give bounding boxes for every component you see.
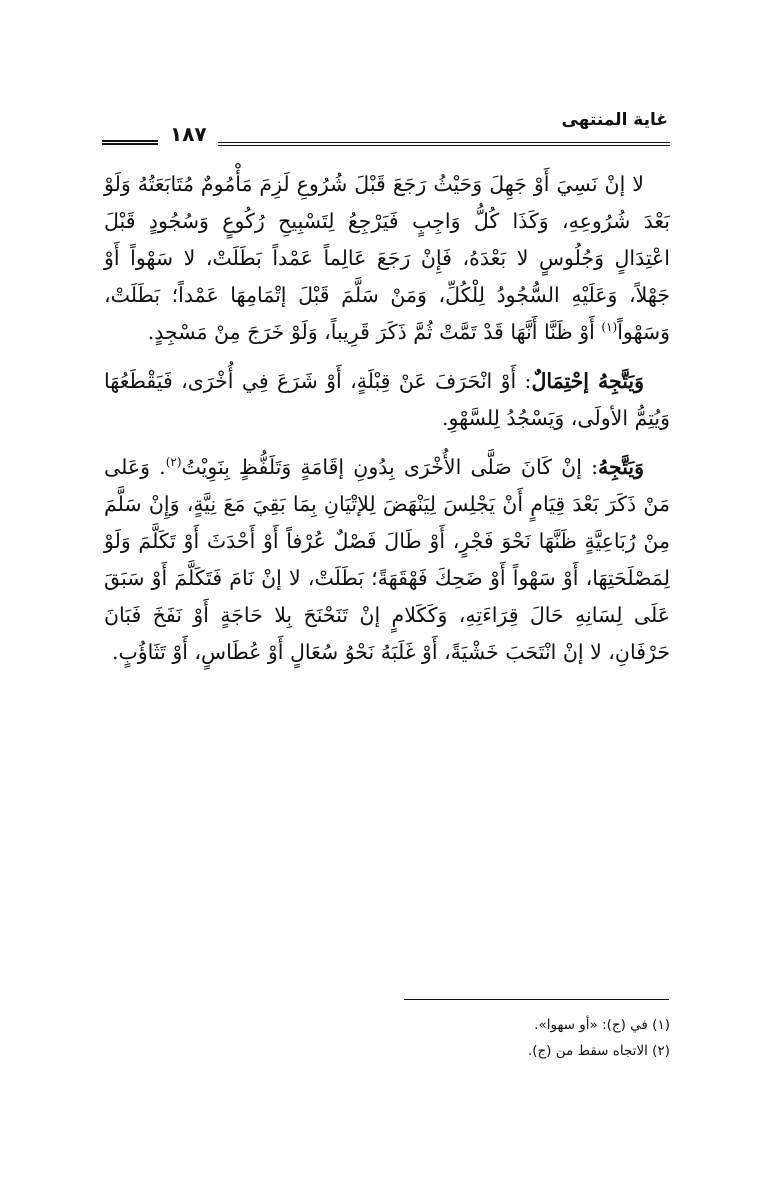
running-header-title: غاية المنتهى — [561, 110, 668, 130]
paragraph-3-text-continued: . وَعَلى مَنْ ذَكَرَ بَعْدَ قِيَامٍ أَنْ يَجْلِسَ لِيَنْهَضَ لِلإتْيَانِ بِمَا بَقِيَ مَعَ نِيَّةٍ، وَإِنْ سَلَّمَ مِنْ رُبَاعِيَّةٍ ظَنَّهَا نَحْوَ فَجْرٍ، أَوْ طَالَ فَصْلٌ عُرْفاً أَوْ أَحْدَثَ أَوْ تَكَلَّمَ وَلَوْ لِمَصْلَحَتِهَا، أَوْ سَهْواً أَوْ ضَحِكَ فَهْقَهَةً؛ بَطَلَتْ، لا إنْ نَامَ فَتَكَلَّمَ أَوْ سَبَقَ عَلَى لِسَانِهِ حَالَ قِرَاءَتِهِ، وَكَكَلامٍ إنْ تَنَحْنَحَ بِلا حَاجَةٍ أَوْ نَفَخَ فَبَانَ حَرْفَانِ، لا إنْ انْتَحَبَ خَشْيَةً، أَوْ غَلَبَهُ نَحْوُ سُعَالٍ أَوْ عُطَاسٍ، أَوْ تَثَاؤُبٍ. — [104, 455, 670, 664]
paragraph-2-lead: وَيَتَّجِهُ إحْتِمَالٌ — [531, 369, 644, 393]
footnote-marker-2: (٢) — [165, 455, 182, 470]
paragraph-1-text-continued: أَوْ ظَنَّا أَنَّهَا قَدْ تَمَّتْ ثُمَّ ذَكَرَ قَرِيباً، وَلَوْ خَرَجَ مِنْ مَسْجِدٍ. — [147, 320, 602, 344]
paragraph-2 — [104, 363, 670, 437]
header-rule-short — [102, 140, 158, 145]
running-header — [100, 106, 670, 148]
footnote-separator — [404, 999, 669, 1000]
page-number: ١٨٧ — [170, 122, 207, 146]
footnotes — [104, 1012, 670, 1064]
header-rule — [218, 142, 670, 146]
paragraph-1 — [104, 166, 670, 351]
paragraph-3 — [104, 449, 670, 671]
paragraph-2-text: : أَوْ انْحَرَفَ عَنْ قِبْلَةٍ، أَوْ شَرَعَ فِي أُخْرَى، فَيَقْطَعُهَا وَيُتِمُّ الأولَى، وَيَسْجُدُ لِلسَّهْوِ. — [104, 369, 670, 430]
paragraph-3-lead: وَيَتَّجِهُ — [597, 455, 644, 479]
paragraph-1-text: لا إنْ نَسِيَ أَوْ جَهِلَ وَحَيْثُ رَجَعَ قَبْلَ شُرُوعِ لَزِمَ مَأْمُومٌ مُتَابَعَتُهُ وَلَوْ بَعْدَ شُرُوعِهِ، وَكَذَا كُلُّ وَاجِبٍ فَيَرْجِعُ لِتَسْبِيحِ رُكُوعٍ وَسُجُودٍ قَبْلَ اعْتِدَالٍ وَجُلُوسٍ لا بَعْدَهُ، فَإِنْ رَجَعَ عَالِماً عَمْداً بَطَلَتْ، لا سَهْواً أَوْ جَهْلاً، وَعَلَيْهِ السُّجُودُ لِلْكُلِّ، وَمَنْ سَلَّمَ قَبْلَ إتْمَامِهَا عَمْداً؛ بَطَلَتْ، وَسَهْواً — [104, 172, 670, 344]
main-text — [104, 166, 670, 683]
paragraph-3-text: : إنْ كَانَ صَلَّى الأُخْرَى بِدُونِ إقَامَةٍ وَتَلَفُّظٍ بِنَوِيْتُ — [181, 455, 598, 479]
footnote-1: (١) في (ج): «أو سهوا». — [534, 1017, 670, 1033]
footnote-2: (٢) الاتجاه سقط من (ج). — [527, 1043, 670, 1059]
footnote-marker-1: (١) — [601, 320, 618, 335]
